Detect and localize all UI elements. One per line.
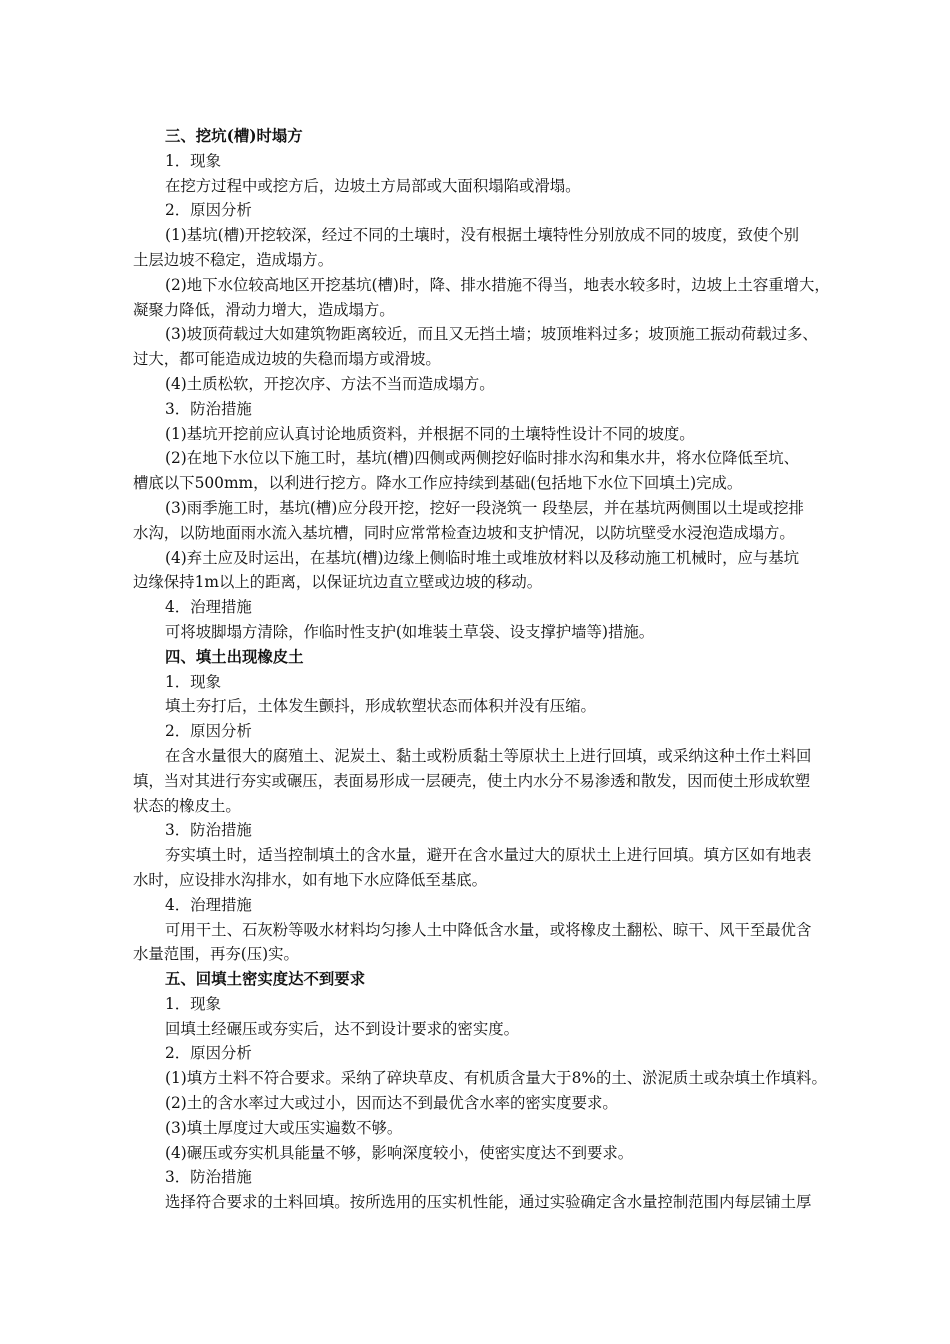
- text-line: 槽底以下500mm，以利进行挖方。降水工作应持续到基础(包括地下水位下回填土)完成。: [133, 474, 743, 493]
- text-line: 1．现象: [165, 151, 221, 170]
- text-line: (4)弃土应及时运出，在基坑(槽)边缘上侧临时堆土或堆放材料以及移动施工机械时，应与基坑: [165, 548, 800, 567]
- text-line: 在挖方过程中或挖方后，边坡土方局部或大面积塌陷或滑塌。: [165, 176, 581, 195]
- text-line: 3．防治措施: [165, 399, 252, 418]
- text-line: 土层边坡不稳定，造成塌方。: [133, 250, 334, 269]
- text-line: 填，当对其进行夯实或碾压，表面易形成一层硬壳，使土内水分不易渗透和散发，因而使土形成软塑: [133, 771, 811, 790]
- text-line: (1)填方土料不符合要求。采纳了碎块草皮、有机质含量大于8%的土、淤泥质土或杂填土作填料。: [165, 1069, 827, 1088]
- text-line: 在含水量很大的腐殖土、泥炭土、黏土或粉质黏土等原状土上进行回填，或采纳这种土作土料回: [165, 746, 812, 765]
- text-line: (1)基坑(槽)开挖较深，经过不同的土壤时，没有根据土壤特性分别放成不同的坡度，致使个别: [165, 226, 800, 245]
- text-line: (3)雨季施工时，基坑(槽)应分段开挖，挖好一段浇筑一 段垫层，并在基坑两侧围以土堤或挖排: [165, 498, 804, 517]
- text-line: (4)土质松软，开挖次序、方法不当而造成塌方。: [165, 374, 495, 393]
- text-line: 夯实填土时，适当控制填土的含水量，避开在含水量过大的原状土上进行回填。填方区如有地表: [165, 846, 812, 865]
- text-line: 水时，应设排水沟排水，如有地下水应降低至基底。: [133, 870, 487, 889]
- text-line: 凝聚力降低，滑动力增大，造成塌方。: [133, 300, 395, 319]
- document-body: [0, 124, 950, 1215]
- text-line: (1)基坑开挖前应认真讨论地质资料，并根据不同的土壤特性设计不同的坡度。: [165, 424, 695, 443]
- text-line: 水沟，以防地面雨水流入基坑槽，同时应常常检查边坡和支护情况，以防坑壁受水浸泡造成塌方。: [133, 523, 795, 542]
- section-heading: 五、回填土密实度达不到要求: [165, 970, 366, 989]
- text-line: 1．现象: [165, 994, 221, 1013]
- text-line: 选择符合要求的土料回填。按所选用的压实机性能，通过实验确定含水量控制范围内每层铺土厚: [165, 1193, 812, 1212]
- text-line: 水量范围，再夯(压)实。: [133, 945, 299, 964]
- text-line: 4．治理措施: [165, 598, 252, 617]
- text-line: 填土夯打后，土体发生颤抖，形成软塑状态而体积并没有压缩。: [165, 697, 596, 716]
- text-line: (2)在地下水位以下施工时，基坑(槽)四侧或两侧挖好临时排水沟和集水井，将水位降低至坑、: [165, 449, 800, 468]
- text-line: (3)坡顶荷载过大如建筑物距离较近，而且又无挡土墙；坡顶堆料过多；坡顶施工振动荷载过多、: [165, 325, 818, 344]
- text-line: 可用干土、石灰粉等吸水材料均匀掺人土中降低含水量，或将橡皮土翻松、晾干、风干至最优含: [165, 920, 812, 939]
- text-line: 过大，都可能造成边坡的失稳而塌方或滑坡。: [133, 350, 441, 369]
- text-line: (2)地下水位较高地区开挖基坑(槽)时，降、排水措施不得当，地表水较多时，边坡上土容重增大，: [165, 275, 830, 294]
- text-line: 可将坡脚塌方清除，作临时性支护(如堆装土草袋、设支撑护墙等)措施。: [165, 622, 655, 641]
- text-line: (3)填土厚度过大或压实遍数不够。: [165, 1118, 403, 1137]
- text-line: 3．防治措施: [165, 1168, 252, 1187]
- text-line: 3．防治措施: [165, 821, 252, 840]
- text-line: 4．治理措施: [165, 895, 252, 914]
- text-line: (4)碾压或夯实机具能量不够，影响深度较小，使密实度达不到要求。: [165, 1143, 634, 1162]
- text-line: 回填土经碾压或夯实后，达不到设计要求的密实度。: [165, 1019, 519, 1038]
- section-heading: 三、挖坑(槽)时塌方: [165, 127, 303, 145]
- text-line: 1．现象: [165, 672, 221, 691]
- text-line: 2．原因分析: [165, 201, 252, 220]
- text-line: 2．原因分析: [165, 1044, 252, 1063]
- text-line: 2．原因分析: [165, 722, 252, 741]
- text-line: (2)土的含水率过大或过小，因而达不到最优含水率的密实度要求。: [165, 1094, 618, 1113]
- section-heading: 四、填土出现橡皮土: [165, 647, 304, 666]
- text-line: 边缘保持1m以上的距离，以保证坑边直立壁或边坡的移动。: [133, 573, 543, 592]
- text-line: 状态的橡皮土。: [133, 796, 241, 815]
